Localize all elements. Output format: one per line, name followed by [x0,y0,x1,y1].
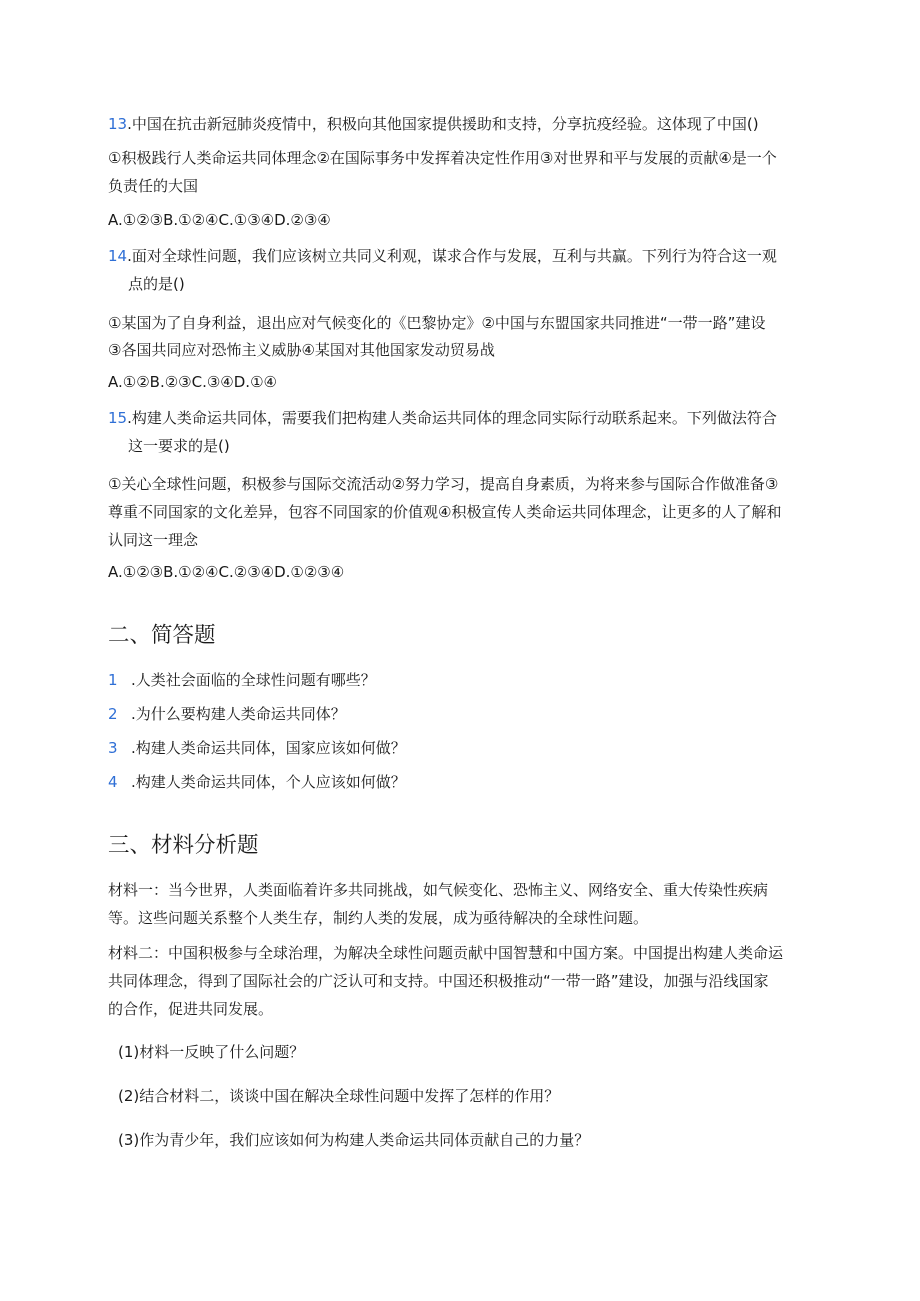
question-15-stem-line-2: 这一要求的是() [128,437,230,455]
short-answer-2-number: 2 [108,705,118,723]
question-number: 14 [108,247,128,265]
material-2-line-2: 共同体理念，得到了国际社会的广泛认可和支持。中国还积极推动“一带一路”建设，加强与沿线国家 [108,972,769,990]
short-answer-3-text: .构建人类命运共同体，国家应该如何做？ [131,739,406,757]
question-13-options: A.①②③B.①②④C.①③④D.②③④ [108,211,331,229]
question-13-stem [108,114,759,134]
short-answer-3-number: 3 [108,739,118,757]
short-answer-1-text: .人类社会面临的全球性问题有哪些？ [131,671,376,689]
material-2-line-3: 的合作，促进共同发展。 [108,1000,274,1018]
section-3-title: 三、材料分析题 [108,833,259,858]
material-question-2: (2)结合材料二，谈谈中国在解决全球性问题中发挥了怎样的作用？ [118,1087,560,1105]
question-14-options: A.①②B.②③C.③④D.①④ [108,373,277,391]
question-text: .面对全球性问题，我们应该树立共同义利观，谋求合作与发展，互利与共赢。下列行为符合这一观 [127,247,777,265]
question-15-stem [108,408,777,428]
short-answer-4-number: 4 [108,773,118,791]
question-text: .中国在抗击新冠肺炎疫情中，积极向其他国家提供援助和支持，分享抗疫经验。这体现了中国() [127,115,759,133]
question-14-statements-line-1: ①某国为了自身利益，退出应对气候变化的《巴黎协定》②中国与东盟国家共同推进“一带一路”建设 [108,314,766,332]
short-answer-2-text: .为什么要构建人类命运共同体？ [131,705,346,723]
material-question-1: (1)材料一反映了什么问题？ [118,1043,305,1061]
question-14-statements-line-2: ③各国共同应对恐怖主义威胁④某国对其他国家发动贸易战 [108,341,495,359]
short-answer-4-text: .构建人类命运共同体，个人应该如何做？ [131,773,406,791]
question-13-statements-line-2: 负责任的大国 [108,177,199,195]
question-text: .构建人类命运共同体，需要我们把构建人类命运共同体的理念同实际行动联系起来。下列做法符合 [127,409,777,427]
short-answer-1-number: 1 [108,671,118,689]
question-14-stem-line-2: 点的是() [128,275,185,293]
material-1-line-1: 材料一：当今世界，人类面临着许多共同挑战，如气候变化、恐怖主义、网络安全、重大传染性疾病 [108,881,769,899]
question-13-statements-line-1: ①积极践行人类命运共同体理念②在国际事务中发挥着决定性作用③对世界和平与发展的贡献④是一个 [108,149,777,167]
material-2-line-1: 材料二：中国积极参与全球治理，为解决全球性问题贡献中国智慧和中国方案。中国提出构建人类命运 [108,944,784,962]
question-number: 13 [108,115,128,133]
question-15-statements-line-2: 尊重不同国家的文化差异，包容不同国家的价值观④积极宣传人类命运共同体理念，让更多的人了解和 [108,503,782,521]
section-2-title: 二、简答题 [108,623,216,648]
question-15-options: A.①②③B.①②④C.②③④D.①②③④ [108,563,345,581]
question-15-statements-line-1: ①关心全球性问题，积极参与国际交流活动②努力学习，提高自身素质，为将来参与国际合作做准备③ [108,475,779,493]
question-15-statements-line-3: 认同这一理念 [108,531,199,549]
material-1-line-2: 等。这些问题关系整个人类生存，制约人类的发展，成为亟待解决的全球性问题。 [108,909,649,927]
question-14-stem [108,246,777,266]
question-number: 15 [108,409,128,427]
material-question-3: (3)作为青少年，我们应该如何为构建人类命运共同体贡献自己的力量？ [118,1131,590,1149]
